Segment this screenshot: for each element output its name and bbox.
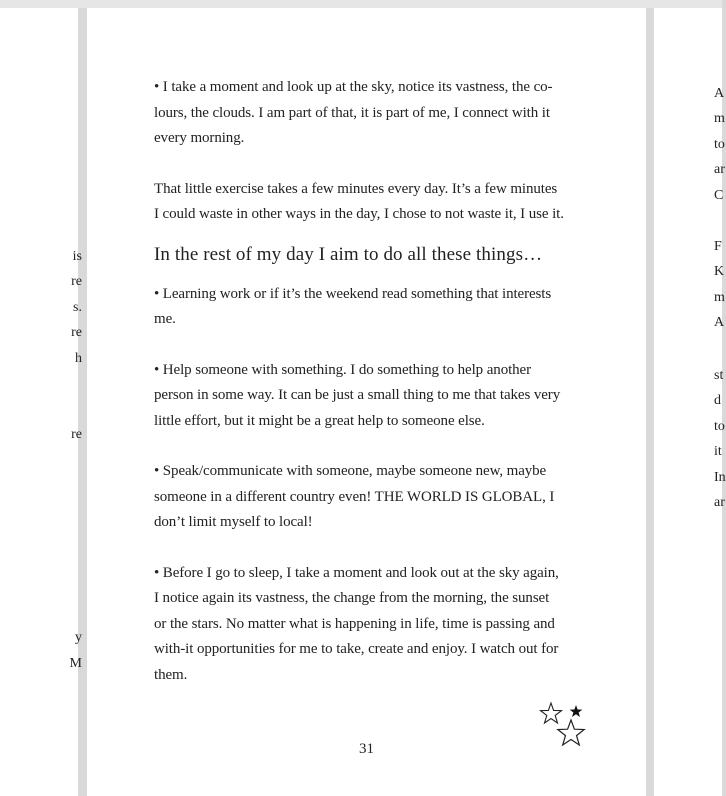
paragraph-morning-sky: • I take a moment and look up at the sky, notice its vastness, the co- lours, the clouds. I am part of that, it is part of me, I connect with it every morning. (154, 79, 553, 146)
paragraph-before-sleep: • Before I go to sleep, I take a moment and look out at the sky again, I notice again its vastness, the change from the morning, the sunset or the stars. No matter what is happening in life, time is passing and with-it opportunities for me to take, create and enjoy. I watch out for them. (154, 564, 559, 683)
right-peek-line: m (714, 111, 725, 126)
star-filled-icon (570, 705, 583, 717)
previous-page[interactable] (0, 8, 82, 796)
right-peek-line: A (714, 315, 725, 330)
right-peek-line: F (714, 239, 722, 254)
right-peek-line: ar (714, 162, 725, 177)
left-peek-line: re (71, 427, 82, 442)
right-peek-line: ar (714, 495, 725, 510)
page-body (154, 75, 594, 688)
next-page[interactable] (654, 8, 726, 796)
right-peek-line: K (714, 264, 725, 279)
paragraph-help: • Help someone with something. I do something to help another person in some way. It can be just a small thing to me that takes very little effort, but it might be a great help to someone else. (154, 361, 561, 429)
paragraph-communicate: • Speak/communicate with someone, maybe someone new, maybe someone in a different country even! THE WORLD IS GLOBAL, I don’t limit myself to local! (154, 463, 555, 530)
left-peek-line: is (72, 249, 82, 264)
left-peek-line: re (71, 274, 82, 289)
right-peek-line: to (714, 137, 725, 152)
right-peek-line: it (714, 444, 722, 459)
paragraph-exercise: That little exercise takes a few minutes every day. It’s a few minutes I could waste in other ways in the day, I chose to not waste it, I use it. (154, 180, 564, 222)
viewer-top-bar (0, 0, 722, 8)
left-peek-line: h (75, 351, 82, 366)
left-peek-line: M (69, 656, 82, 671)
star-outline-small-icon (541, 703, 562, 723)
right-peek-line: A (714, 86, 725, 101)
right-peek-line: C (714, 188, 724, 203)
left-peek-line: re (71, 325, 82, 340)
right-peek-line: d (714, 393, 721, 408)
right-peek-line: In (714, 470, 726, 485)
current-page (87, 8, 646, 796)
right-peek-line: to (714, 419, 725, 434)
right-peek-line: m (714, 290, 725, 305)
section-heading: In the rest of my day I aim to do all these things… (154, 243, 543, 265)
left-peek-line: y (75, 630, 82, 645)
page-number: 31 (359, 741, 374, 757)
left-peek-line: s. (73, 300, 82, 315)
right-peek-line: st (714, 368, 724, 383)
paragraph-learning: • Learning work or if it’s the weekend read something that interests me. (154, 285, 552, 327)
